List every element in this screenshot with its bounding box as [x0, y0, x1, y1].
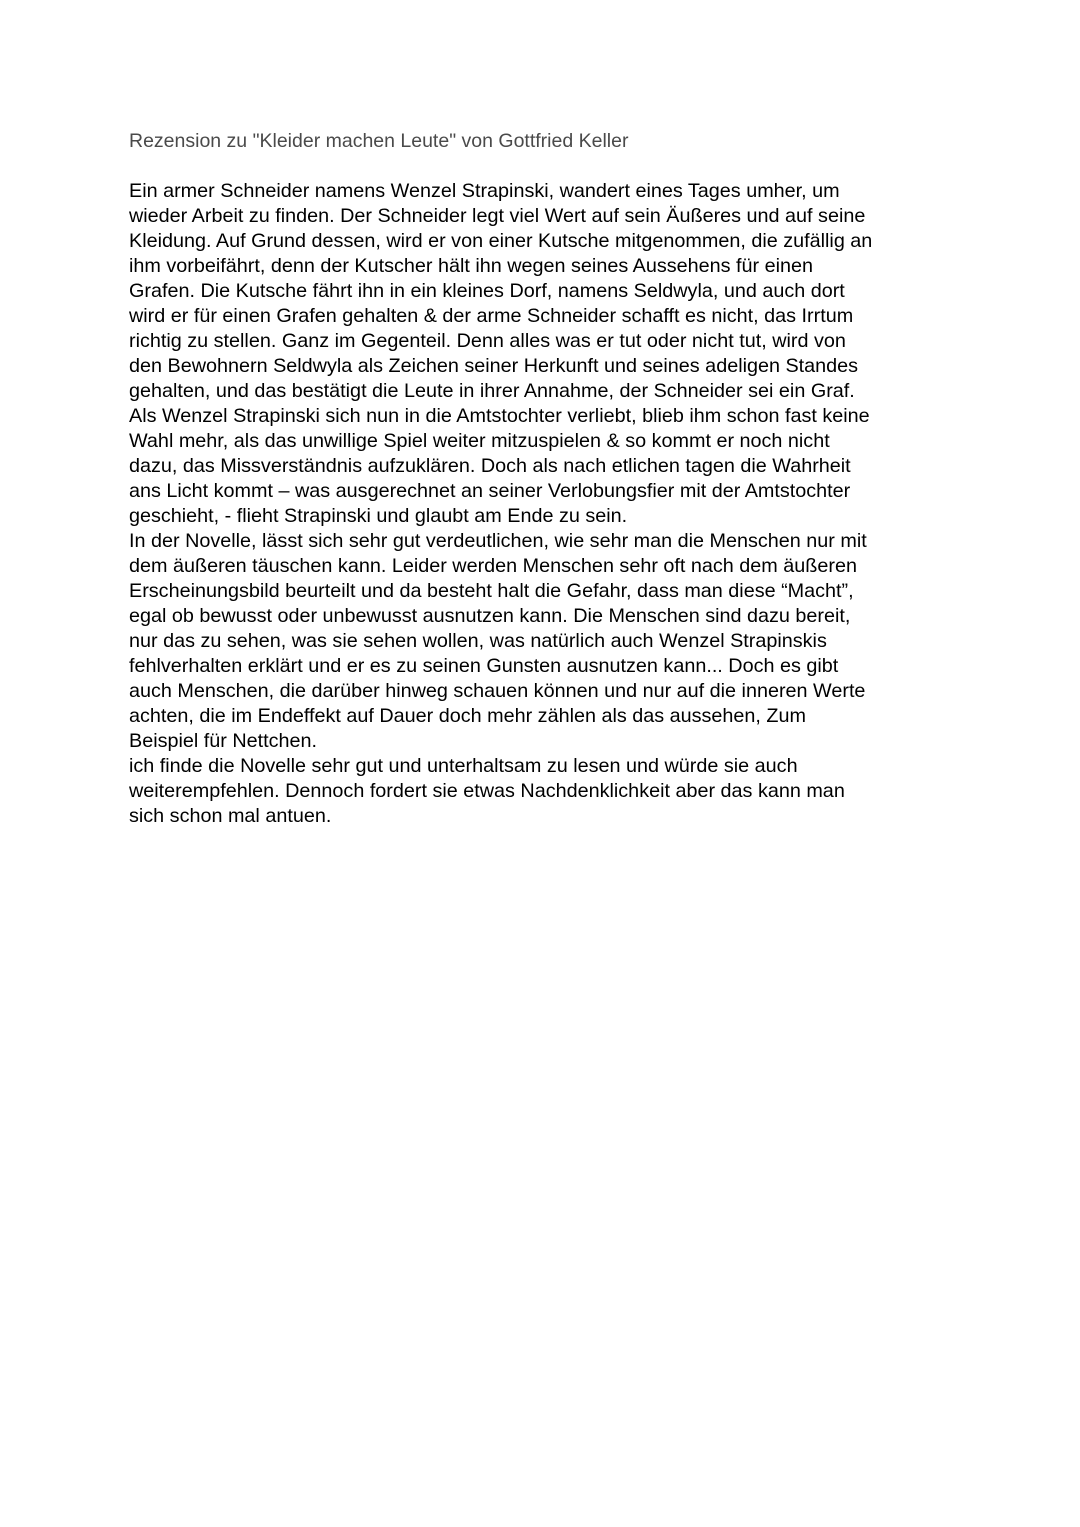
- text-line: Kleidung. Auf Grund dessen, wird er von einer Kutsche mitgenommen, die zufällig an: [129, 230, 873, 252]
- text-line: dazu, das Missverständnis aufzuklären. Doch als nach etlichen tagen die Wahrheit: [129, 455, 851, 477]
- text-line: ich finde die Novelle sehr gut und unterhaltsam zu lesen und würde sie auch: [129, 755, 798, 777]
- text-line: Ein armer Schneider namens Wenzel Strapinski, wandert eines Tages umher, um: [129, 180, 840, 202]
- text-line: wird er für einen Grafen gehalten & der arme Schneider schafft es nicht, das Irrtum: [129, 305, 854, 327]
- text-line: ans Licht kommt – was ausgerechnet an seiner Verlobungsfier mit der Amtstochter: [129, 480, 851, 502]
- text-line: Als Wenzel Strapinski sich nun in die Amtstochter verliebt, blieb ihm schon fast keine: [129, 405, 870, 427]
- text-line: achten, die im Endeffekt auf Dauer doch mehr zählen als das aussehen, Zum: [129, 705, 806, 727]
- text-line: egal ob bewusst oder unbewusst ausnutzen kann. Die Menschen sind dazu bereit,: [129, 605, 851, 627]
- text-line: auch Menschen, die darüber hinweg schauen können und nur auf die inneren Werte: [129, 680, 866, 702]
- text-line: gehalten, und das bestätigt die Leute in ihrer Annahme, der Schneider sei ein Graf.: [129, 380, 855, 402]
- text-line: wieder Arbeit zu finden. Der Schneider legt viel Wert auf sein Äußeres und auf seine: [129, 205, 866, 227]
- text-line: dem äußeren täuschen kann. Leider werden Menschen sehr oft nach dem äußeren: [129, 555, 857, 577]
- text-line: richtig zu stellen. Ganz im Gegenteil. Denn alles was er tut oder nicht tut, wird von: [129, 330, 846, 352]
- text-line: fehlverhalten erklärt und er es zu seinen Gunsten ausnutzen kann... Doch es gibt: [129, 655, 839, 677]
- text-line: nur das zu sehen, was sie sehen wollen, was natürlich auch Wenzel Strapinskis: [129, 630, 827, 652]
- text-line: ihm vorbeifährt, denn der Kutscher hält ihn wegen seines Aussehens für einen: [129, 255, 813, 277]
- text-line: Beispiel für Nettchen.: [129, 730, 318, 752]
- text-line: Wahl mehr, als das unwillige Spiel weiter mitzuspielen & so kommt er noch nicht: [129, 430, 830, 452]
- text-line: den Bewohnern Seldwyla als Zeichen seiner Herkunft und seines adeligen Standes: [129, 355, 859, 377]
- text-line: weiterempfehlen. Dennoch fordert sie etwas Nachdenklichkeit aber das kann man: [129, 780, 845, 802]
- review-body: [129, 179, 1009, 829]
- text-line: Grafen. Die Kutsche fährt ihn in ein kleines Dorf, namens Seldwyla, und auch dort: [129, 280, 845, 302]
- document-title: Rezension zu "Kleider machen Leute" von Gottfried Keller: [129, 130, 629, 152]
- text-line: sich schon mal antuen.: [129, 805, 332, 827]
- text-line: In der Novelle, lässt sich sehr gut verdeutlichen, wie sehr man die Menschen nur mit: [129, 530, 867, 552]
- text-line: geschieht, - flieht Strapinski und glaubt am Ende zu sein.: [129, 505, 628, 527]
- text-line: Erscheinungsbild beurteilt und da besteht halt die Gefahr, dass man diese “Macht”,: [129, 580, 854, 602]
